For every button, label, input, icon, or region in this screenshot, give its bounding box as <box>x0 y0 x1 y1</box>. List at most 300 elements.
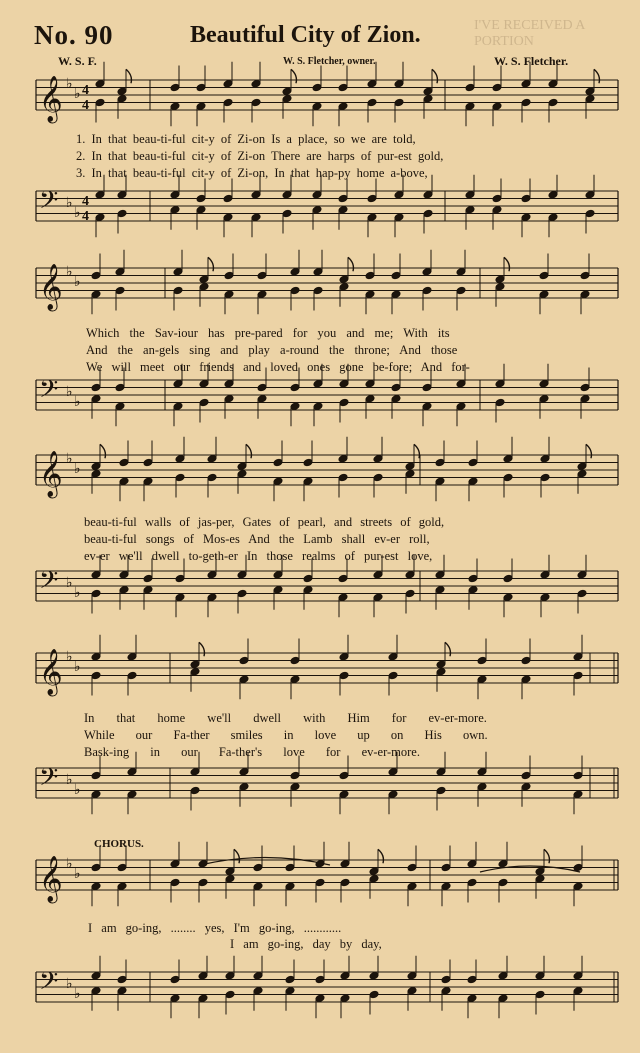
note-head <box>91 986 101 995</box>
note-head <box>207 454 217 463</box>
note-head <box>365 394 375 403</box>
note-head <box>198 878 208 887</box>
note-head <box>521 194 531 203</box>
system1-verse3: 3. In that beau-ti-ful cit-y of Zi-on, In that hap-py home a-bove, <box>76 166 428 180</box>
note-head <box>115 267 125 276</box>
flat-icon: ♭ <box>74 86 81 102</box>
note-head <box>117 94 127 103</box>
note-head <box>282 94 292 103</box>
note-head <box>143 574 153 583</box>
note-head <box>535 867 545 876</box>
note-head <box>468 574 478 583</box>
system3-verse1: beau-ti-ful walls of jas-per, Gates of pearl, and streets of gold, <box>84 515 445 529</box>
note-flag <box>504 257 509 271</box>
note-head <box>373 593 383 602</box>
note-head <box>422 402 432 411</box>
hymn-number: No. 90 <box>34 20 114 50</box>
note-head <box>468 477 478 486</box>
note-head <box>91 652 101 661</box>
note-head <box>253 882 263 891</box>
note-head <box>540 454 550 463</box>
note-head <box>173 402 183 411</box>
note-head <box>91 882 101 891</box>
note-head <box>257 383 267 392</box>
note-head <box>407 986 417 995</box>
note-head <box>338 194 348 203</box>
flat-icon: ♭ <box>74 461 81 477</box>
note-head <box>237 570 247 579</box>
note-head <box>388 671 398 680</box>
note-flag <box>432 69 437 83</box>
note-head <box>422 286 432 295</box>
note-head <box>91 971 101 980</box>
note-head <box>196 83 206 92</box>
system2-verse2: And the an-gels sing and play a-round the throne; And those <box>86 343 458 357</box>
note-head <box>207 570 217 579</box>
note-head <box>143 477 153 486</box>
note-head <box>315 975 325 984</box>
note-head <box>315 878 325 887</box>
note-head <box>573 882 583 891</box>
tie <box>200 858 330 866</box>
note-head <box>467 859 477 868</box>
note-head <box>224 379 234 388</box>
note-head <box>190 767 200 776</box>
flat-icon: ♭ <box>74 659 81 675</box>
note-head <box>436 667 446 676</box>
note-head <box>290 675 300 684</box>
note-head <box>539 379 549 388</box>
note-head <box>436 767 446 776</box>
note-head <box>170 994 180 1003</box>
note-head <box>405 462 415 471</box>
note-head <box>548 190 558 199</box>
note-head <box>492 83 502 92</box>
flat-icon: ♭ <box>66 976 73 992</box>
note-head <box>373 570 383 579</box>
flat-icon: ♭ <box>66 856 73 872</box>
note-head <box>495 398 505 407</box>
note-head <box>573 986 583 995</box>
note-head <box>339 652 349 661</box>
note-head <box>91 290 101 299</box>
note-head <box>521 782 531 791</box>
note-flag <box>199 642 204 656</box>
note-head <box>388 790 398 799</box>
note-head <box>91 383 101 392</box>
note-head <box>436 786 446 795</box>
time-sig-bottom: 4 <box>82 98 89 113</box>
time-sig-bottom: 4 <box>82 209 89 224</box>
flat-icon: ♭ <box>66 76 73 92</box>
note-head <box>312 205 322 214</box>
note-head <box>338 574 348 583</box>
flat-icon: ♭ <box>74 205 81 221</box>
note-head <box>225 971 235 980</box>
tie <box>480 866 580 872</box>
note-head <box>170 83 180 92</box>
system4-verse1: In that home we'll dwell with Him for ev-er-more. <box>84 711 487 725</box>
note-head <box>225 867 235 876</box>
note-head <box>339 771 349 780</box>
note-head <box>503 574 513 583</box>
note-head <box>273 477 283 486</box>
note-head <box>468 458 478 467</box>
note-head <box>340 859 350 868</box>
note-head <box>573 971 583 980</box>
note-head <box>198 971 208 980</box>
note-flag <box>378 849 383 863</box>
note-head <box>257 290 267 299</box>
note-head <box>435 585 445 594</box>
note-head <box>338 102 348 111</box>
note-head <box>498 994 508 1003</box>
note-head <box>495 282 505 291</box>
note-head <box>224 290 234 299</box>
system1-verse2: 2. In that beau-ti-ful cit-y of Zi-on There are harps of pur-est gold, <box>76 149 444 163</box>
note-head <box>585 209 595 218</box>
note-head <box>290 782 300 791</box>
note-head <box>388 767 398 776</box>
note-head <box>312 190 322 199</box>
time-sig-top: 4 <box>82 83 89 98</box>
note-head <box>223 213 233 222</box>
note-head <box>196 194 206 203</box>
note-head <box>290 656 300 665</box>
note-head <box>175 574 185 583</box>
note-head <box>498 971 508 980</box>
note-head <box>535 990 545 999</box>
note-head <box>467 878 477 887</box>
note-head <box>207 593 217 602</box>
note-head <box>170 859 180 868</box>
note-head <box>290 286 300 295</box>
note-head <box>282 209 292 218</box>
system4-verse2: While our Fa-ther smiles in love up on His own. <box>84 728 488 742</box>
note-head <box>477 767 487 776</box>
system3-verse2: beau-ti-ful songs of Mos-es And the Lamb shall ev-er roll, <box>84 532 430 546</box>
note-head <box>338 473 348 482</box>
note-head <box>312 83 322 92</box>
note-head <box>224 271 234 280</box>
note-head <box>237 589 247 598</box>
note-head <box>237 469 247 478</box>
note-head <box>391 290 401 299</box>
note-head <box>503 473 513 482</box>
note-head <box>539 290 549 299</box>
note-head <box>175 593 185 602</box>
treble-clef-icon: 𝄞 <box>39 451 63 497</box>
note-head <box>313 286 323 295</box>
note-head <box>190 660 200 669</box>
note-head <box>303 574 313 583</box>
note-head <box>521 79 531 88</box>
note-head <box>199 398 209 407</box>
note-head <box>251 190 261 199</box>
note-head <box>441 863 451 872</box>
note-head <box>423 190 433 199</box>
note-head <box>369 990 379 999</box>
note-head <box>373 473 383 482</box>
note-head <box>338 83 348 92</box>
note-head <box>477 782 487 791</box>
note-flag <box>126 69 131 83</box>
note-head <box>117 87 127 96</box>
note-head <box>91 394 101 403</box>
note-head <box>367 98 377 107</box>
note-head <box>394 190 404 199</box>
note-flag <box>234 849 239 863</box>
note-head <box>290 383 300 392</box>
note-head <box>225 874 235 883</box>
note-head <box>467 994 477 1003</box>
note-head <box>285 882 295 891</box>
owner-credit: W. S. Fletcher, owner. <box>283 56 376 67</box>
note-head <box>435 570 445 579</box>
note-head <box>492 194 502 203</box>
note-head <box>339 671 349 680</box>
note-head <box>119 585 129 594</box>
note-head <box>173 286 183 295</box>
note-head <box>290 402 300 411</box>
note-head <box>257 271 267 280</box>
note-head <box>441 986 451 995</box>
note-head <box>239 675 249 684</box>
note-head <box>273 570 283 579</box>
flat-icon: ♭ <box>66 575 73 591</box>
note-head <box>253 986 263 995</box>
note-head <box>239 782 249 791</box>
bass-clef-icon: 𝄢 <box>39 186 59 221</box>
note-head <box>207 473 217 482</box>
note-head <box>339 398 349 407</box>
note-head <box>340 994 350 1003</box>
note-head <box>225 990 235 999</box>
note-head <box>521 771 531 780</box>
note-head <box>338 205 348 214</box>
note-head <box>290 771 300 780</box>
note-head <box>91 790 101 799</box>
note-head <box>391 271 401 280</box>
note-head <box>190 667 200 676</box>
note-head <box>339 275 349 284</box>
note-head <box>95 98 105 107</box>
note-head <box>540 570 550 579</box>
note-head <box>175 473 185 482</box>
note-head <box>340 878 350 887</box>
note-head <box>465 102 475 111</box>
note-head <box>407 863 417 872</box>
note-head <box>540 473 550 482</box>
note-head <box>365 379 375 388</box>
note-head <box>312 102 322 111</box>
note-head <box>339 790 349 799</box>
note-head <box>373 454 383 463</box>
note-head <box>456 267 466 276</box>
system4-verse3: Bask-ing in our Fa-ther's love for ev-er-more. <box>84 745 420 759</box>
chorus-label: CHORUS. <box>94 838 144 850</box>
flat-icon: ♭ <box>74 986 81 1002</box>
note-head <box>394 213 404 222</box>
note-head <box>465 83 475 92</box>
note-head <box>303 585 313 594</box>
note-head <box>253 863 263 872</box>
note-head <box>91 462 101 471</box>
note-head <box>435 477 445 486</box>
note-head <box>282 190 292 199</box>
note-head <box>338 593 348 602</box>
note-head <box>394 98 404 107</box>
note-head <box>117 986 127 995</box>
note-head <box>405 589 415 598</box>
note-head <box>441 975 451 984</box>
note-head <box>577 462 587 471</box>
note-head <box>580 271 590 280</box>
note-head <box>339 282 349 291</box>
note-head <box>492 205 502 214</box>
flat-icon: ♭ <box>66 772 73 788</box>
note-head <box>313 402 323 411</box>
note-head <box>367 213 377 222</box>
flat-icon: ♭ <box>66 264 73 280</box>
note-head <box>365 290 375 299</box>
note-head <box>127 671 137 680</box>
note-head <box>127 652 137 661</box>
system2-verse1: Which the Sav-iour has pre-pared for you and me; With its <box>86 326 450 340</box>
note-head <box>573 771 583 780</box>
note-head <box>196 205 206 214</box>
note-head <box>119 458 129 467</box>
note-head <box>199 379 209 388</box>
bass-clef-icon: 𝄢 <box>39 763 59 798</box>
flat-icon: ♭ <box>66 195 73 211</box>
note-head <box>91 469 101 478</box>
note-head <box>224 394 234 403</box>
note-head <box>394 79 404 88</box>
note-head <box>91 570 101 579</box>
note-head <box>465 205 475 214</box>
note-head <box>196 102 206 111</box>
treble-clef-icon: 𝄞 <box>39 264 63 310</box>
note-head <box>251 79 261 88</box>
note-head <box>91 771 101 780</box>
note-flag <box>246 444 251 458</box>
time-sig-top: 4 <box>82 194 89 209</box>
note-head <box>456 286 466 295</box>
note-head <box>539 271 549 280</box>
note-head <box>282 87 292 96</box>
note-head <box>223 194 233 203</box>
note-head <box>467 975 477 984</box>
note-head <box>423 87 433 96</box>
note-head <box>521 656 531 665</box>
note-head <box>391 394 401 403</box>
note-head <box>91 271 101 280</box>
note-head <box>367 79 377 88</box>
note-head <box>239 656 249 665</box>
note-head <box>223 79 233 88</box>
note-head <box>199 282 209 291</box>
note-head <box>303 458 313 467</box>
note-head <box>548 79 558 88</box>
system2-verse3: We will meet our friends and loved ones gone be-fore; And for- <box>86 360 470 374</box>
flat-icon: ♭ <box>74 866 81 882</box>
note-head <box>369 874 379 883</box>
note-head <box>117 190 127 199</box>
bass-clef-icon: 𝄢 <box>39 566 59 601</box>
note-head <box>127 790 137 799</box>
note-head <box>290 267 300 276</box>
note-head <box>468 585 478 594</box>
note-head <box>535 971 545 980</box>
treble-clef-icon: 𝄞 <box>39 649 63 695</box>
note-head <box>251 213 261 222</box>
note-head <box>117 882 127 891</box>
note-head <box>115 402 125 411</box>
note-head <box>117 209 127 218</box>
flat-icon: ♭ <box>74 274 81 290</box>
note-head <box>365 271 375 280</box>
note-head <box>577 570 587 579</box>
note-head <box>422 267 432 276</box>
note-head <box>456 379 466 388</box>
chorus-line1: I am go-ing, ........ yes, I'm go-ing, ............ <box>88 921 342 935</box>
note-flag <box>208 257 213 271</box>
note-head <box>548 98 558 107</box>
note-head <box>585 190 595 199</box>
faded-header-text: I'VE RECEIVED A PORTION <box>474 18 585 49</box>
note-flag <box>291 69 296 83</box>
note-head <box>273 585 283 594</box>
note-head <box>436 660 446 669</box>
note-head <box>237 462 247 471</box>
note-head <box>115 383 125 392</box>
note-head <box>199 275 209 284</box>
note-head <box>95 79 105 88</box>
flat-icon: ♭ <box>74 585 81 601</box>
words-credit: W. S. F. <box>58 54 97 68</box>
note-head <box>580 383 590 392</box>
note-head <box>285 863 295 872</box>
note-head <box>435 458 445 467</box>
note-head <box>223 98 233 107</box>
note-head <box>198 994 208 1003</box>
bass-clef-icon: 𝄢 <box>39 967 59 1002</box>
note-head <box>498 878 508 887</box>
flat-icon: ♭ <box>74 394 81 410</box>
note-head <box>91 589 101 598</box>
note-head <box>143 585 153 594</box>
note-head <box>577 469 587 478</box>
treble-clef-icon: 𝄞 <box>39 856 63 902</box>
note-flag <box>544 849 549 863</box>
note-head <box>303 477 313 486</box>
note-head <box>456 402 466 411</box>
note-head <box>367 194 377 203</box>
note-head <box>313 267 323 276</box>
note-head <box>521 675 531 684</box>
bass-clef-icon: 𝄢 <box>39 375 59 410</box>
note-head <box>465 190 475 199</box>
note-head <box>535 874 545 883</box>
note-head <box>119 570 129 579</box>
note-head <box>315 994 325 1003</box>
note-head <box>285 986 295 995</box>
note-head <box>573 652 583 661</box>
note-flag <box>414 444 419 458</box>
note-flag <box>348 257 353 271</box>
note-head <box>503 593 513 602</box>
